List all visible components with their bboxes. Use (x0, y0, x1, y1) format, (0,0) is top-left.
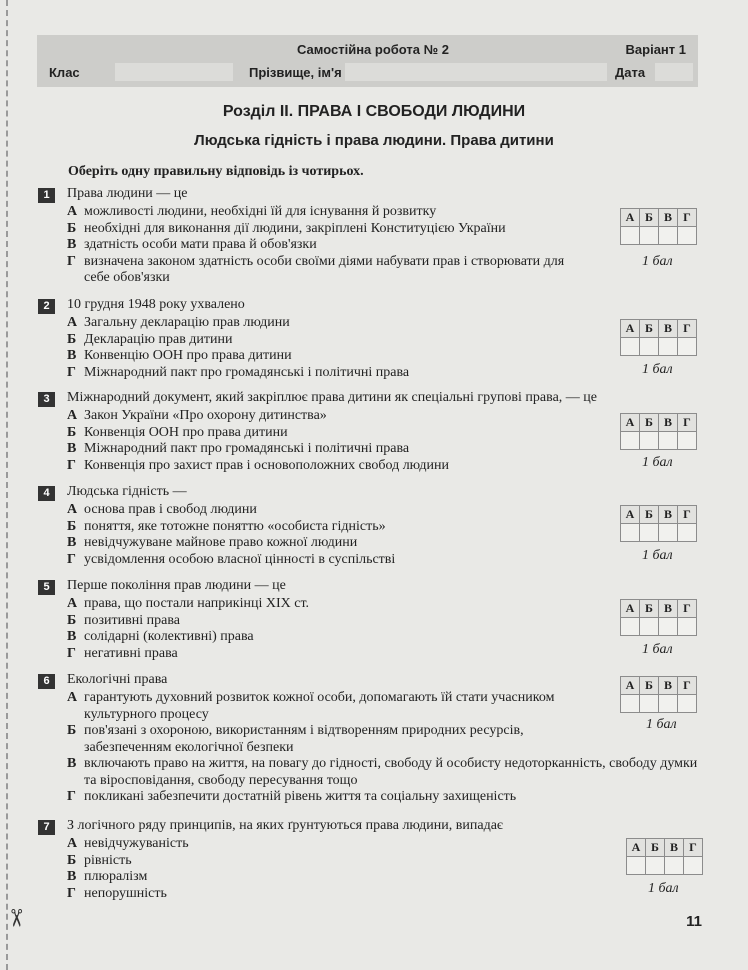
answer-cell[interactable] (659, 338, 678, 356)
answer-cell[interactable] (640, 618, 659, 636)
answer-cell[interactable] (659, 618, 678, 636)
option-b: Б пов'язані з охороною, використанням і відтворенням природних ресурсів, забезпеченням екологічної безпеки (67, 723, 524, 755)
question-number: 7 (38, 820, 55, 835)
option-b: Б рівність (67, 852, 132, 868)
question-text: З логічного ряду принципів, на яких ґрунтуються права людини, випадає (67, 818, 503, 833)
option-a: А невідчужуваність (67, 836, 189, 851)
option-d: Г покликані забезпечити достатній рівень життя та соціальну захищеність (67, 789, 517, 804)
option-c: В невідчужуване майнове право кожної людини (67, 535, 358, 550)
date-field[interactable] (655, 63, 693, 81)
option-b: Б поняття, яке тотожне поняттю «особиста гідність» (67, 518, 386, 534)
answer-cell[interactable] (678, 524, 697, 542)
question-number: 5 (38, 580, 55, 595)
question-text: Перше покоління прав людини — це (67, 578, 286, 593)
option-d: Г Конвенція про захист прав і основоположних свобод людини (67, 457, 450, 473)
answer-cell[interactable] (684, 857, 703, 875)
points-label: 1 бал (642, 642, 673, 657)
question-text: Людська гідність — (67, 484, 187, 499)
answer-cell[interactable] (678, 338, 697, 356)
option-a: А права, що постали наприкінці XIX ст. (67, 596, 310, 611)
points-label: 1 бал (648, 881, 679, 896)
question-3 (38, 390, 718, 474)
option-a: А можливості людини, необхідні їй для існування й розвитку (67, 204, 437, 219)
option-b: Б Конвенція ООН про права дитини (67, 424, 288, 440)
answer-cell[interactable] (621, 695, 640, 713)
question-number: 3 (38, 392, 55, 407)
question-number: 1 (38, 188, 55, 203)
answer-cell[interactable] (659, 695, 678, 713)
question-number: 6 (38, 674, 55, 689)
question-text: Міжнародний документ, який закріплює права дитини як спеціальні групові права, — це (67, 390, 597, 405)
question-5 (38, 578, 718, 662)
section-title: Розділ II. ПРАВА І СВОБОДИ ЛЮДИНИ (222, 103, 526, 120)
option-b: Б позитивні права (67, 612, 180, 628)
answer-cell[interactable] (678, 618, 697, 636)
answer-grid-5: А Б В Г (620, 599, 697, 636)
question-2 (38, 297, 718, 381)
option-c: В Конвенцію ООН про права дитини (67, 348, 292, 363)
question-number: 4 (38, 486, 55, 501)
option-d: Г негативні права (67, 645, 178, 661)
answer-cell[interactable] (678, 227, 697, 245)
option-d: Г усвідомлення особою власної цінності в суспільстві (67, 551, 396, 567)
answer-cell[interactable] (646, 857, 665, 875)
answer-grid-1: А Б В Г (620, 208, 697, 245)
answer-cell[interactable] (665, 857, 684, 875)
option-c: В солідарні (колективні) права (67, 629, 254, 644)
topic-subtitle: Людська гідність і права людини. Права дитини (194, 132, 554, 149)
answer-cell[interactable] (640, 432, 659, 450)
question-text: Екологічні права (67, 672, 168, 687)
answer-cell[interactable] (640, 227, 659, 245)
answer-cell[interactable] (640, 338, 659, 356)
answer-grid-2: А Б В Г (620, 319, 697, 356)
points-label: 1 бал (642, 548, 673, 563)
option-c: В плюралізм (67, 869, 148, 884)
question-text: Права людини — це (67, 186, 188, 201)
answer-cell[interactable] (621, 432, 640, 450)
option-c: В Міжнародний пакт про громадянські і політичні права (67, 441, 410, 456)
option-b: Б необхідні для виконання дії людини, закріплені Конституцією України (67, 220, 506, 236)
option-b: Б Декларацію прав дитини (67, 331, 233, 347)
question-7 (38, 818, 718, 902)
answer-cell[interactable] (659, 524, 678, 542)
class-field[interactable] (115, 63, 233, 81)
option-a: А Загальну декларацію прав людини (67, 315, 290, 330)
question-4 (38, 484, 718, 568)
page-number: 11 (686, 913, 702, 930)
question-1 (38, 186, 718, 287)
option-a: А гарантують духовний розвиток кожної особи, допомагають їй стати учасником культурного процесу (67, 690, 555, 722)
option-a: А Закон України «Про охорону дитинства» (67, 408, 327, 423)
name-label: Прізвище, ім'я (249, 65, 342, 80)
option-d: Г Міжнародний пакт про громадянські і політичні права (67, 364, 410, 380)
answer-grid-7: А Б В Г (626, 838, 703, 875)
answer-cell[interactable] (640, 695, 659, 713)
option-a: А основа прав і свобод людини (67, 502, 257, 517)
answer-cell[interactable] (640, 524, 659, 542)
answer-cell[interactable] (621, 524, 640, 542)
answer-grid-4: А Б В Г (620, 505, 697, 542)
option-d: Г визначена законом здатність особи своїми діями набувати прав і створювати для себе обов'язки (67, 253, 565, 285)
points-label: 1 бал (642, 455, 673, 470)
answer-grid-3: А Б В Г (620, 413, 697, 450)
points-label: 1 бал (642, 362, 673, 377)
name-field[interactable] (345, 63, 607, 81)
points-label: 1 бал (642, 254, 673, 269)
date-label: Дата (615, 65, 646, 80)
answer-cell[interactable] (621, 618, 640, 636)
answer-cell[interactable] (621, 227, 640, 245)
option-c: В включають право на життя, на повагу до гідності, свободу й особисту недоторканність, свободу думки та віросповідання, свободу пересування тощо (67, 756, 698, 788)
question-text: 10 грудня 1948 року ухвалено (67, 297, 245, 312)
answer-cell[interactable] (678, 432, 697, 450)
scissors-icon: ✂ (2, 907, 31, 929)
worksheet-header (37, 35, 698, 87)
option-d: Г непорушність (67, 885, 167, 901)
answer-cell[interactable] (627, 857, 646, 875)
instruction: Оберіть одну правильну відповідь із чотирьох. (68, 164, 364, 179)
question-number: 2 (38, 299, 55, 314)
answer-cell[interactable] (659, 227, 678, 245)
answer-grid-6: А Б В Г (620, 676, 697, 713)
points-label: 1 бал (646, 717, 677, 732)
option-c: В здатність особи мати права й обов'язки (67, 237, 317, 252)
answer-cell[interactable] (659, 432, 678, 450)
answer-cell[interactable] (621, 338, 640, 356)
question-6 (38, 672, 718, 806)
worksheet-title: Самостійна робота № 2 (297, 42, 449, 57)
class-label: Клас (49, 65, 80, 80)
variant-label: Варіант 1 (625, 42, 686, 57)
answer-cell[interactable] (678, 695, 697, 713)
